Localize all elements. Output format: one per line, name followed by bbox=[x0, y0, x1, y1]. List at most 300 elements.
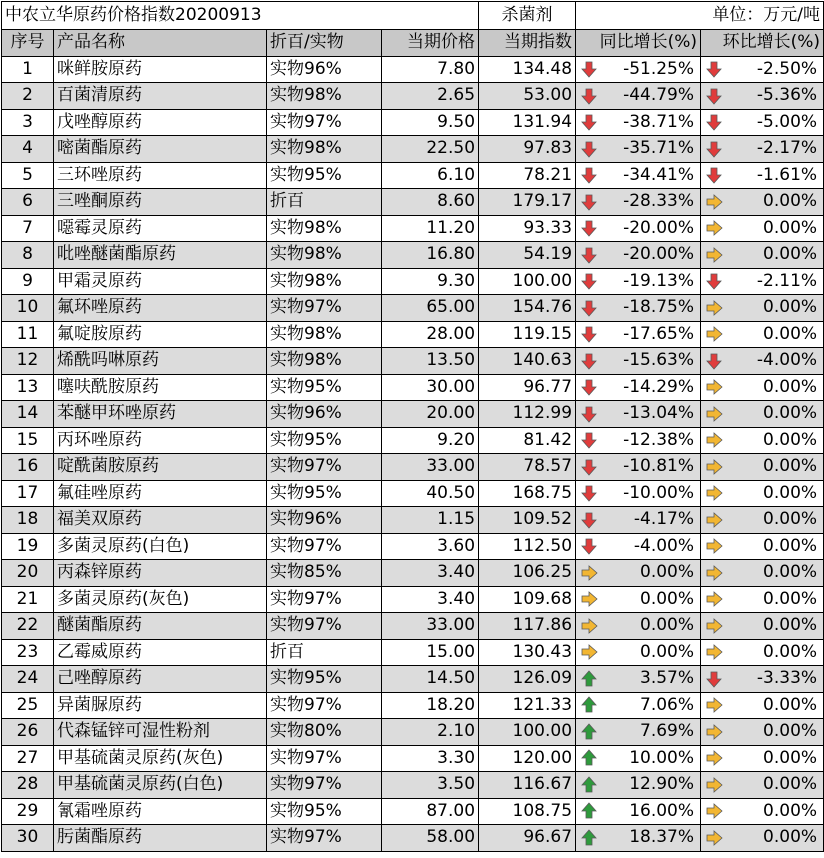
table-row bbox=[2, 639, 824, 666]
mom-value: -5.36% bbox=[756, 85, 818, 106]
mom-cell bbox=[701, 745, 824, 772]
product-name: 甲基硫菌灵原药(白色) bbox=[54, 772, 267, 799]
product-name: 代森锰锌可湿性粉剂 bbox=[54, 719, 267, 746]
mom-value: 0.00% bbox=[763, 562, 818, 583]
arrow-right-icon bbox=[705, 511, 723, 529]
row-index: 8 bbox=[2, 242, 54, 269]
yoy-value: -35.71% bbox=[623, 138, 695, 159]
product-spec: 折百 bbox=[267, 639, 382, 666]
row-index: 29 bbox=[2, 798, 54, 825]
current-price: 9.30 bbox=[382, 268, 479, 295]
current-price: 9.50 bbox=[382, 109, 479, 136]
product-name: 多菌灵原药(灰色) bbox=[54, 586, 267, 613]
product-spec: 实物95% bbox=[267, 480, 382, 507]
arrow-right-icon bbox=[705, 484, 723, 502]
header-index: 序号 bbox=[2, 30, 54, 57]
arrow-down-icon bbox=[580, 458, 598, 476]
table-row bbox=[2, 533, 824, 560]
mom-value: 0.00% bbox=[763, 482, 818, 503]
row-index: 26 bbox=[2, 719, 54, 746]
yoy-cell bbox=[576, 242, 701, 269]
table-row bbox=[2, 83, 824, 110]
header-yoy: 同比增长(%) bbox=[576, 30, 701, 57]
row-index: 2 bbox=[2, 83, 54, 110]
current-price: 28.00 bbox=[382, 321, 479, 348]
mom-value: 0.00% bbox=[763, 800, 818, 821]
arrow-right-icon bbox=[705, 776, 723, 794]
arrow-right-icon bbox=[705, 299, 723, 317]
current-index: 134.48 bbox=[479, 56, 576, 83]
row-index: 9 bbox=[2, 268, 54, 295]
current-index: 116.67 bbox=[479, 772, 576, 799]
arrow-up-icon bbox=[580, 802, 598, 820]
mom-cell bbox=[701, 348, 824, 375]
arrow-up-icon bbox=[580, 749, 598, 767]
current-index: 106.25 bbox=[479, 560, 576, 587]
mom-cell bbox=[701, 586, 824, 613]
arrow-up-icon bbox=[580, 723, 598, 741]
mom-value: 0.00% bbox=[763, 641, 818, 662]
product-spec: 实物96% bbox=[267, 507, 382, 534]
current-price: 40.50 bbox=[382, 480, 479, 507]
arrow-down-icon bbox=[580, 537, 598, 555]
mom-value: -2.11% bbox=[756, 270, 818, 291]
yoy-cell bbox=[576, 136, 701, 163]
yoy-cell bbox=[576, 56, 701, 83]
current-index: 93.33 bbox=[479, 215, 576, 242]
arrow-down-icon bbox=[705, 272, 723, 290]
arrow-right-icon bbox=[705, 696, 723, 714]
mom-value: 0.00% bbox=[763, 244, 818, 265]
arrow-down-icon bbox=[705, 166, 723, 184]
yoy-value: -44.79% bbox=[623, 85, 695, 106]
mom-value: 0.00% bbox=[763, 747, 818, 768]
table-row bbox=[2, 189, 824, 216]
arrow-down-icon bbox=[580, 272, 598, 290]
product-name: 多菌灵原药(白色) bbox=[54, 533, 267, 560]
unit-label: 单位：万元/吨 bbox=[576, 2, 824, 30]
product-name: 百菌清原药 bbox=[54, 83, 267, 110]
row-index: 27 bbox=[2, 745, 54, 772]
product-spec: 实物80% bbox=[267, 719, 382, 746]
mom-value: -2.17% bbox=[756, 138, 818, 159]
yoy-cell bbox=[576, 162, 701, 189]
product-spec: 实物95% bbox=[267, 427, 382, 454]
arrow-right-icon bbox=[705, 564, 723, 582]
yoy-value: -4.17% bbox=[633, 509, 695, 530]
arrow-down-icon bbox=[580, 325, 598, 343]
row-index: 25 bbox=[2, 692, 54, 719]
yoy-cell bbox=[576, 480, 701, 507]
table-row bbox=[2, 268, 824, 295]
category-label: 杀菌剂 bbox=[479, 2, 576, 30]
mom-cell bbox=[701, 480, 824, 507]
mom-value: 0.00% bbox=[763, 615, 818, 636]
product-name: 氰霜唑原药 bbox=[54, 798, 267, 825]
product-spec: 实物95% bbox=[267, 798, 382, 825]
row-index: 11 bbox=[2, 321, 54, 348]
current-index: 112.50 bbox=[479, 533, 576, 560]
yoy-value: 7.69% bbox=[640, 721, 695, 742]
yoy-value: -14.29% bbox=[623, 376, 695, 397]
arrow-down-icon bbox=[705, 60, 723, 78]
arrow-down-icon bbox=[580, 431, 598, 449]
row-index: 14 bbox=[2, 401, 54, 428]
current-price: 65.00 bbox=[382, 295, 479, 322]
product-spec: 实物98% bbox=[267, 215, 382, 242]
current-price: 3.40 bbox=[382, 586, 479, 613]
current-price: 33.00 bbox=[382, 454, 479, 481]
yoy-cell bbox=[576, 666, 701, 693]
product-name: 甲基硫菌灵原药(灰色) bbox=[54, 745, 267, 772]
current-price: 87.00 bbox=[382, 798, 479, 825]
table-row bbox=[2, 321, 824, 348]
product-spec: 实物97% bbox=[267, 745, 382, 772]
mom-cell bbox=[701, 772, 824, 799]
arrow-down-icon bbox=[580, 299, 598, 317]
arrow-right-icon bbox=[580, 617, 598, 635]
mom-value: 0.00% bbox=[763, 323, 818, 344]
mom-cell bbox=[701, 507, 824, 534]
product-spec: 实物97% bbox=[267, 692, 382, 719]
current-index: 54.19 bbox=[479, 242, 576, 269]
arrow-down-icon bbox=[580, 87, 598, 105]
arrow-right-icon bbox=[705, 378, 723, 396]
mom-value: 0.00% bbox=[763, 827, 818, 848]
current-index: 121.33 bbox=[479, 692, 576, 719]
row-index: 7 bbox=[2, 215, 54, 242]
yoy-value: 7.06% bbox=[640, 694, 695, 715]
arrow-right-icon bbox=[705, 723, 723, 741]
table-row bbox=[2, 798, 824, 825]
product-name: 啶酰菌胺原药 bbox=[54, 454, 267, 481]
current-price: 2.10 bbox=[382, 719, 479, 746]
current-price: 11.20 bbox=[382, 215, 479, 242]
product-name: 丙森锌原药 bbox=[54, 560, 267, 587]
row-index: 21 bbox=[2, 586, 54, 613]
arrow-right-icon bbox=[705, 829, 723, 847]
arrow-right-icon bbox=[705, 590, 723, 608]
yoy-value: -28.33% bbox=[623, 191, 695, 212]
mom-cell bbox=[701, 136, 824, 163]
table-row bbox=[2, 109, 824, 136]
mom-cell bbox=[701, 454, 824, 481]
arrow-right-icon bbox=[580, 564, 598, 582]
row-index: 15 bbox=[2, 427, 54, 454]
product-spec: 实物85% bbox=[267, 560, 382, 587]
arrow-right-icon bbox=[580, 590, 598, 608]
mom-cell bbox=[701, 374, 824, 401]
current-price: 6.10 bbox=[382, 162, 479, 189]
current-price: 20.00 bbox=[382, 401, 479, 428]
table-row bbox=[2, 613, 824, 640]
row-index: 6 bbox=[2, 189, 54, 216]
mom-value: 0.00% bbox=[763, 694, 818, 715]
current-index: 97.83 bbox=[479, 136, 576, 163]
product-spec: 实物97% bbox=[267, 454, 382, 481]
mom-cell bbox=[701, 295, 824, 322]
product-name: 三唑酮原药 bbox=[54, 189, 267, 216]
current-price: 30.00 bbox=[382, 374, 479, 401]
mom-value: -5.00% bbox=[756, 111, 818, 132]
current-price: 3.60 bbox=[382, 533, 479, 560]
table-row bbox=[2, 745, 824, 772]
mom-cell bbox=[701, 401, 824, 428]
table-row bbox=[2, 374, 824, 401]
product-spec: 实物97% bbox=[267, 109, 382, 136]
product-name: 氟啶胺原药 bbox=[54, 321, 267, 348]
current-index: 78.57 bbox=[479, 454, 576, 481]
yoy-cell bbox=[576, 268, 701, 295]
table-row bbox=[2, 666, 824, 693]
product-name: 嘧菌酯原药 bbox=[54, 136, 267, 163]
current-index: 109.52 bbox=[479, 507, 576, 534]
product-name: 异菌脲原药 bbox=[54, 692, 267, 719]
yoy-value: -10.00% bbox=[623, 482, 695, 503]
current-price: 14.50 bbox=[382, 666, 479, 693]
product-spec: 实物95% bbox=[267, 374, 382, 401]
yoy-value: -20.00% bbox=[623, 244, 695, 265]
current-price: 13.50 bbox=[382, 348, 479, 375]
mom-cell bbox=[701, 56, 824, 83]
product-name: 噁霉灵原药 bbox=[54, 215, 267, 242]
current-index: 81.42 bbox=[479, 427, 576, 454]
product-spec: 实物96% bbox=[267, 56, 382, 83]
mom-cell bbox=[701, 639, 824, 666]
header-index-value: 当期指数 bbox=[479, 30, 576, 57]
arrow-down-icon bbox=[580, 113, 598, 131]
mom-cell bbox=[701, 666, 824, 693]
header-row bbox=[2, 30, 824, 57]
mom-cell bbox=[701, 613, 824, 640]
arrow-down-icon bbox=[580, 140, 598, 158]
row-index: 10 bbox=[2, 295, 54, 322]
yoy-cell bbox=[576, 374, 701, 401]
mom-value: 0.00% bbox=[763, 588, 818, 609]
yoy-cell bbox=[576, 798, 701, 825]
yoy-cell bbox=[576, 507, 701, 534]
row-index: 16 bbox=[2, 454, 54, 481]
table-row bbox=[2, 348, 824, 375]
yoy-value: 3.57% bbox=[640, 668, 695, 689]
row-index: 1 bbox=[2, 56, 54, 83]
header-mom: 环比增长(%) bbox=[701, 30, 824, 57]
arrow-right-icon bbox=[705, 405, 723, 423]
yoy-cell bbox=[576, 825, 701, 852]
product-name: 咪鲜胺原药 bbox=[54, 56, 267, 83]
table-row bbox=[2, 719, 824, 746]
arrow-up-icon bbox=[580, 670, 598, 688]
yoy-value: 12.90% bbox=[629, 774, 695, 795]
product-name: 噻呋酰胺原药 bbox=[54, 374, 267, 401]
current-index: 109.68 bbox=[479, 586, 576, 613]
product-spec: 实物97% bbox=[267, 825, 382, 852]
table-row bbox=[2, 56, 824, 83]
product-name: 三环唑原药 bbox=[54, 162, 267, 189]
yoy-value: -17.65% bbox=[623, 323, 695, 344]
mom-cell bbox=[701, 427, 824, 454]
mom-value: 0.00% bbox=[763, 535, 818, 556]
table-row bbox=[2, 215, 824, 242]
product-name: 戊唑醇原药 bbox=[54, 109, 267, 136]
row-index: 12 bbox=[2, 348, 54, 375]
table-row bbox=[2, 480, 824, 507]
yoy-cell bbox=[576, 639, 701, 666]
current-index: 78.21 bbox=[479, 162, 576, 189]
row-index: 22 bbox=[2, 613, 54, 640]
current-index: 120.00 bbox=[479, 745, 576, 772]
mom-value: 0.00% bbox=[763, 429, 818, 450]
product-name: 丙环唑原药 bbox=[54, 427, 267, 454]
current-price: 3.50 bbox=[382, 772, 479, 799]
arrow-down-icon bbox=[705, 140, 723, 158]
product-spec: 实物97% bbox=[267, 613, 382, 640]
product-spec: 实物95% bbox=[267, 666, 382, 693]
arrow-up-icon bbox=[580, 829, 598, 847]
mom-value: 0.00% bbox=[763, 721, 818, 742]
mom-cell bbox=[701, 189, 824, 216]
yoy-cell bbox=[576, 189, 701, 216]
current-index: 179.17 bbox=[479, 189, 576, 216]
table-row bbox=[2, 401, 824, 428]
header-product-name: 产品名称 bbox=[54, 30, 267, 57]
mom-value: 0.00% bbox=[763, 774, 818, 795]
current-index: 117.86 bbox=[479, 613, 576, 640]
mom-cell bbox=[701, 533, 824, 560]
row-index: 28 bbox=[2, 772, 54, 799]
row-index: 13 bbox=[2, 374, 54, 401]
mom-value: -1.61% bbox=[756, 164, 818, 185]
mom-value: 0.00% bbox=[763, 297, 818, 318]
arrow-down-icon bbox=[705, 670, 723, 688]
product-spec: 实物96% bbox=[267, 401, 382, 428]
row-index: 5 bbox=[2, 162, 54, 189]
arrow-right-icon bbox=[580, 643, 598, 661]
yoy-cell bbox=[576, 586, 701, 613]
row-index: 19 bbox=[2, 533, 54, 560]
arrow-down-icon bbox=[580, 511, 598, 529]
table-row bbox=[2, 560, 824, 587]
table-title: 中农立华原药价格指数20200913 bbox=[2, 2, 479, 30]
current-price: 1.15 bbox=[382, 507, 479, 534]
table-row bbox=[2, 136, 824, 163]
current-price: 9.20 bbox=[382, 427, 479, 454]
product-spec: 实物97% bbox=[267, 772, 382, 799]
product-name: 甲霜灵原药 bbox=[54, 268, 267, 295]
arrow-right-icon bbox=[705, 458, 723, 476]
arrow-down-icon bbox=[580, 378, 598, 396]
arrow-down-icon bbox=[580, 166, 598, 184]
current-index: 154.76 bbox=[479, 295, 576, 322]
arrow-right-icon bbox=[705, 617, 723, 635]
current-price: 15.00 bbox=[382, 639, 479, 666]
table-row bbox=[2, 692, 824, 719]
current-index: 53.00 bbox=[479, 83, 576, 110]
mom-value: 0.00% bbox=[763, 191, 818, 212]
product-spec: 实物97% bbox=[267, 533, 382, 560]
header-spec: 折百/实物 bbox=[267, 30, 382, 57]
arrow-right-icon bbox=[705, 749, 723, 767]
yoy-cell bbox=[576, 109, 701, 136]
arrow-right-icon bbox=[705, 219, 723, 237]
current-price: 2.65 bbox=[382, 83, 479, 110]
arrow-down-icon bbox=[580, 193, 598, 211]
product-name: 氟环唑原药 bbox=[54, 295, 267, 322]
row-index: 23 bbox=[2, 639, 54, 666]
yoy-value: 18.37% bbox=[629, 827, 695, 848]
yoy-cell bbox=[576, 83, 701, 110]
product-spec: 实物98% bbox=[267, 321, 382, 348]
current-price: 3.30 bbox=[382, 745, 479, 772]
arrow-right-icon bbox=[705, 193, 723, 211]
yoy-value: -4.00% bbox=[633, 535, 695, 556]
table-row bbox=[2, 162, 824, 189]
table-row bbox=[2, 454, 824, 481]
mom-value: -4.00% bbox=[756, 350, 818, 371]
current-index: 112.99 bbox=[479, 401, 576, 428]
row-index: 4 bbox=[2, 136, 54, 163]
current-price: 8.60 bbox=[382, 189, 479, 216]
arrow-down-icon bbox=[705, 87, 723, 105]
current-price: 58.00 bbox=[382, 825, 479, 852]
current-index: 119.15 bbox=[479, 321, 576, 348]
product-name: 吡唑醚菌酯原药 bbox=[54, 242, 267, 269]
product-name: 苯醚甲环唑原药 bbox=[54, 401, 267, 428]
yoy-cell bbox=[576, 427, 701, 454]
current-index: 140.63 bbox=[479, 348, 576, 375]
product-spec: 实物98% bbox=[267, 83, 382, 110]
current-price: 7.80 bbox=[382, 56, 479, 83]
mom-cell bbox=[701, 560, 824, 587]
mom-value: 0.00% bbox=[763, 456, 818, 477]
arrow-up-icon bbox=[580, 696, 598, 714]
arrow-right-icon bbox=[705, 325, 723, 343]
yoy-cell bbox=[576, 321, 701, 348]
product-name: 烯酰吗啉原药 bbox=[54, 348, 267, 375]
header-price: 当期价格 bbox=[382, 30, 479, 57]
yoy-value: -19.13% bbox=[623, 270, 695, 291]
yoy-value: 10.00% bbox=[629, 747, 695, 768]
mom-value: 0.00% bbox=[763, 403, 818, 424]
product-name: 醚菌酯原药 bbox=[54, 613, 267, 640]
table-row bbox=[2, 507, 824, 534]
yoy-cell bbox=[576, 772, 701, 799]
mom-value: -2.50% bbox=[756, 58, 818, 79]
current-price: 22.50 bbox=[382, 136, 479, 163]
arrow-right-icon bbox=[705, 802, 723, 820]
table-row bbox=[2, 295, 824, 322]
mom-cell bbox=[701, 692, 824, 719]
arrow-right-icon bbox=[705, 431, 723, 449]
current-price: 16.80 bbox=[382, 242, 479, 269]
current-index: 108.75 bbox=[479, 798, 576, 825]
yoy-value: 0.00% bbox=[640, 562, 695, 583]
mom-cell bbox=[701, 798, 824, 825]
row-index: 30 bbox=[2, 825, 54, 852]
arrow-down-icon bbox=[580, 60, 598, 78]
current-index: 168.75 bbox=[479, 480, 576, 507]
current-index: 96.67 bbox=[479, 825, 576, 852]
arrow-down-icon bbox=[580, 484, 598, 502]
arrow-down-icon bbox=[580, 405, 598, 423]
yoy-value: -15.63% bbox=[623, 350, 695, 371]
yoy-cell bbox=[576, 560, 701, 587]
arrow-down-icon bbox=[580, 219, 598, 237]
yoy-value: 0.00% bbox=[640, 588, 695, 609]
product-spec: 实物95% bbox=[267, 162, 382, 189]
yoy-cell bbox=[576, 533, 701, 560]
table-row bbox=[2, 586, 824, 613]
